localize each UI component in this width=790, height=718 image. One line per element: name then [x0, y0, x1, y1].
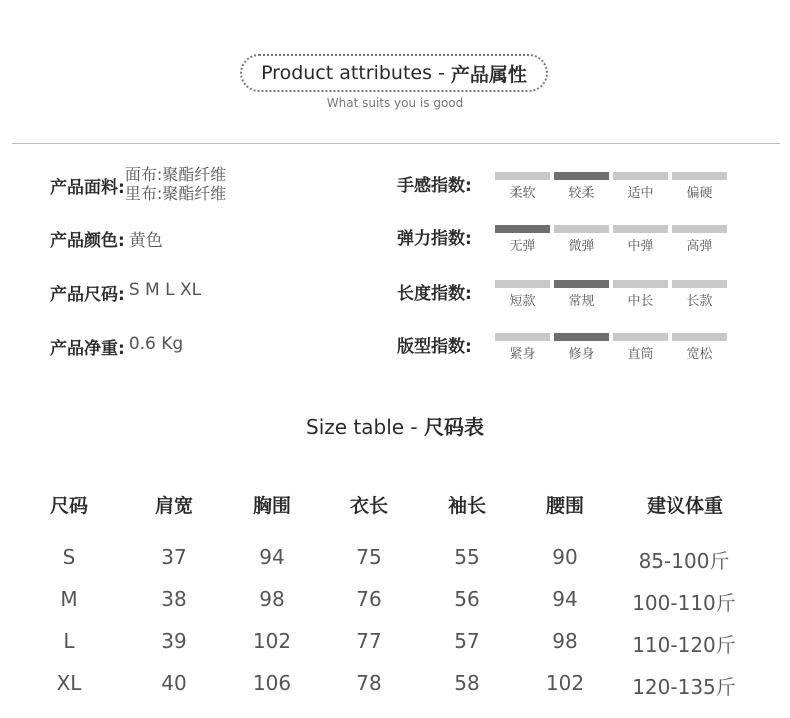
index-elasticity: [397, 224, 731, 254]
index-bar: [613, 225, 668, 233]
header-title: [240, 54, 548, 92]
size-table-title-cn: 尺码表: [424, 415, 484, 439]
table-cell: 100-110斤: [632, 591, 736, 615]
index-bar: [672, 280, 727, 288]
index-option-label: 中长: [627, 294, 654, 309]
header-title-en: Product attributes -: [261, 62, 445, 84]
index-label: 版型指数:: [397, 337, 472, 357]
attribute-value: 0.6 Kg: [128, 334, 184, 354]
table-cell: XL: [56, 671, 82, 695]
table-cell: 102: [545, 671, 585, 695]
index-option-label: 较柔: [568, 186, 595, 201]
index-option: [495, 333, 550, 362]
index-option-label: 无弹: [509, 239, 536, 254]
attribute-color: [50, 226, 163, 251]
table-row: [0, 629, 790, 659]
index-feel: [397, 171, 731, 201]
index-option-label: 长款: [686, 294, 713, 309]
index-option: [495, 280, 550, 309]
fabric-lining: 里布:聚酯纤维: [124, 184, 227, 203]
table-cell: 94: [552, 587, 578, 611]
size-table-header: [0, 491, 790, 521]
index-scale: [495, 333, 731, 362]
header-title-cn: 产品属性: [450, 63, 527, 86]
size-table-title-en: Size table -: [306, 415, 418, 439]
fabric-outer: 面布:聚酯纤维: [124, 165, 227, 184]
attribute-value: S M L XL: [128, 280, 202, 300]
index-bar: [495, 172, 550, 180]
attribute-size: [50, 280, 201, 305]
table-row: [0, 545, 790, 575]
table-cell: 98: [552, 629, 578, 653]
index-option: [554, 333, 609, 362]
index-length: [397, 279, 731, 309]
index-option: [495, 172, 550, 201]
index-bar: [554, 225, 609, 233]
table-cell: L: [63, 629, 75, 653]
header-subtitle: What suits you is good: [326, 96, 464, 110]
column-header: 胸围: [252, 495, 292, 517]
index-option: [613, 172, 668, 201]
index-scale: [495, 172, 731, 201]
table-cell: 56: [454, 587, 480, 611]
index-bar: [613, 172, 668, 180]
table-cell: 37: [161, 545, 187, 569]
table-cell: 77: [356, 629, 382, 653]
table-cell: 90: [552, 545, 578, 569]
table-cell: S: [62, 545, 76, 569]
index-option: [672, 280, 727, 309]
index-option-label: 短款: [509, 294, 536, 309]
table-cell: 55: [454, 545, 480, 569]
attribute-label: 产品尺码:: [50, 285, 125, 305]
table-cell: 78: [356, 671, 382, 695]
table-cell: 106: [252, 671, 292, 695]
index-option: [613, 225, 668, 254]
table-cell: 110-120斤: [632, 633, 736, 657]
index-option-label: 偏硬: [686, 186, 713, 201]
attribute-label: 产品颜色:: [50, 231, 125, 251]
index-bar: [554, 333, 609, 341]
index-option-label: 直筒: [627, 347, 654, 362]
column-header: 袖长: [447, 495, 487, 517]
column-header: 肩宽: [154, 495, 194, 517]
attribute-fabric: [50, 165, 227, 203]
index-scale: [495, 225, 731, 254]
attribute-label: 产品净重:: [50, 339, 125, 359]
column-header: 建议体重: [646, 495, 724, 517]
attribute-value: 黄色: [128, 231, 163, 251]
index-option: [554, 225, 609, 254]
table-cell: 76: [356, 587, 382, 611]
index-option-label: 宽松: [686, 347, 713, 362]
attribute-weight: [50, 334, 183, 359]
size-table-title: [0, 411, 790, 440]
table-cell: 40: [161, 671, 187, 695]
index-option: [554, 280, 609, 309]
table-row: [0, 587, 790, 617]
table-cell: 38: [161, 587, 187, 611]
index-label: 手感指数:: [397, 176, 472, 196]
index-option-label: 适中: [627, 186, 654, 201]
index-option-label: 高弹: [686, 239, 713, 254]
index-bar: [495, 225, 550, 233]
index-bar: [672, 225, 727, 233]
index-label: 长度指数:: [397, 284, 472, 304]
index-option: [495, 225, 550, 254]
index-bar: [672, 172, 727, 180]
table-row: [0, 671, 790, 701]
table-cell: 39: [161, 629, 187, 653]
attribute-value: [125, 165, 226, 203]
index-bar: [495, 333, 550, 341]
index-bar: [554, 172, 609, 180]
index-option-label: 柔软: [509, 186, 536, 201]
table-cell: 98: [259, 587, 285, 611]
index-scale: [495, 280, 731, 309]
section-divider: [12, 143, 780, 144]
table-cell: 94: [259, 545, 285, 569]
index-bar: [672, 333, 727, 341]
column-header: 衣长: [349, 495, 389, 517]
index-option: [554, 172, 609, 201]
index-fit: [397, 332, 731, 362]
index-bar: [613, 280, 668, 288]
column-header: 腰围: [545, 495, 585, 517]
index-option: [672, 225, 727, 254]
index-bar: [554, 280, 609, 288]
index-option: [613, 280, 668, 309]
index-bar: [495, 280, 550, 288]
table-cell: 57: [454, 629, 480, 653]
index-option-label: 常规: [568, 294, 595, 309]
column-header: 尺码: [49, 495, 89, 517]
index-option-label: 紧身: [509, 347, 536, 362]
table-cell: 58: [454, 671, 480, 695]
index-option: [672, 172, 727, 201]
table-cell: 85-100斤: [638, 549, 730, 573]
attribute-label: 产品面料:: [50, 178, 125, 198]
index-option-label: 微弹: [568, 239, 595, 254]
index-option-label: 修身: [568, 347, 595, 362]
table-cell: 102: [252, 629, 292, 653]
index-option: [613, 333, 668, 362]
table-cell: M: [60, 587, 78, 611]
table-cell: 75: [356, 545, 382, 569]
index-option: [672, 333, 727, 362]
index-option-label: 中弹: [627, 239, 654, 254]
index-label: 弹力指数:: [397, 229, 472, 249]
table-cell: 120-135斤: [632, 675, 736, 699]
index-bar: [613, 333, 668, 341]
